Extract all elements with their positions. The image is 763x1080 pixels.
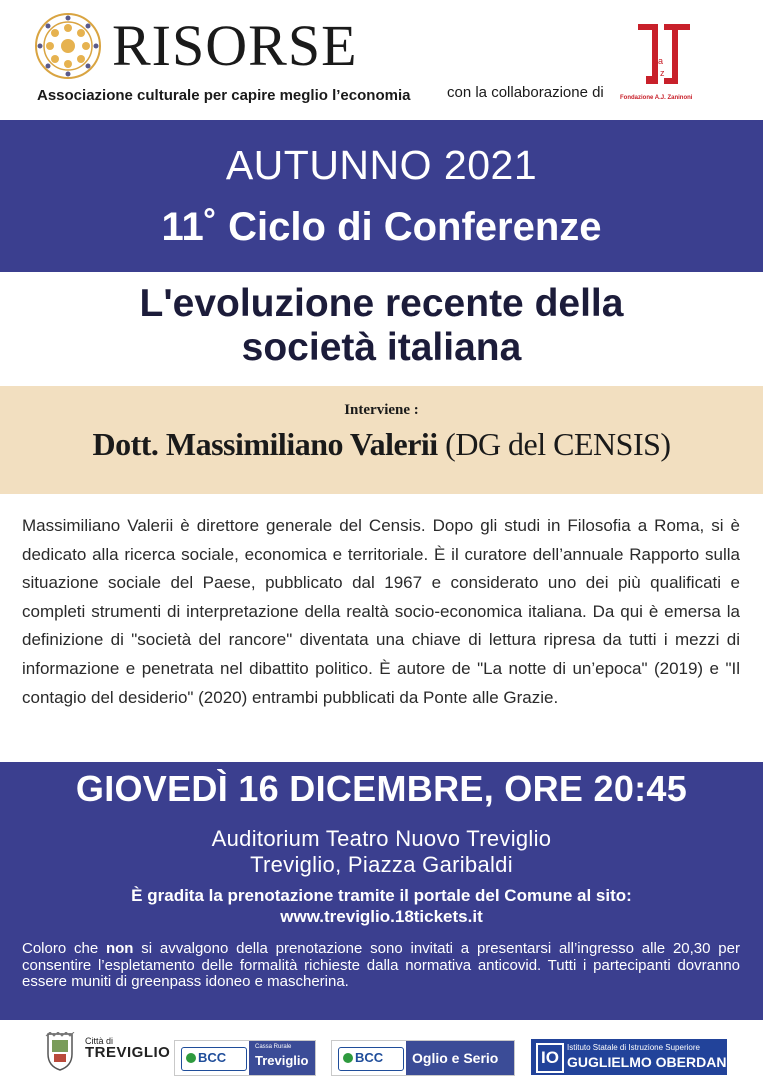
title-line-2: società italiana xyxy=(241,326,522,369)
speaker-line xyxy=(0,426,763,463)
treviglio-logo-text xyxy=(85,1036,171,1061)
oberdan-io-logo-icon: IO xyxy=(536,1043,564,1073)
notice-text-2: si avvalgono della prenotazione sono invitati a presentarsi all’ingresso alle 20,30 per consentire l’espletamento delle formalità richieste dalla normativa anticovid. Tutti i partecipanti dovranno essere muniti di greenpass idoneo e mascherina. xyxy=(22,940,740,990)
bcc-oglio-name: Oglio e Serio xyxy=(412,1050,499,1066)
bcc-treviglio-small: Cassa Rurale xyxy=(255,1044,292,1050)
event-date: GIOVEDÌ 16 DICEMBRE, ORE 20:45 xyxy=(75,768,688,809)
booking-url[interactable]: www.treviglio.18tickets.it xyxy=(280,907,483,926)
season-heading: AUTUNNO 2021 xyxy=(225,142,538,188)
notice-text-1: Coloro che xyxy=(22,940,106,957)
svg-text:a: a xyxy=(658,56,664,66)
speaker-role: (DG del CENSIS) xyxy=(445,426,671,462)
zaninoni-ajz-logo-icon xyxy=(636,18,692,90)
collaboration-text: con la collaborazione di xyxy=(447,84,604,101)
risorse-sun-logo-icon xyxy=(34,12,102,80)
cycle-heading: 11˚ Ciclo di Conferenze xyxy=(161,205,602,249)
speaker-name: Dott. Massimiliano Valerii xyxy=(92,426,438,462)
partner-name: Fondazione A.J. Zaninoni xyxy=(620,95,693,101)
treviglio-crest-icon xyxy=(42,1032,78,1072)
bcc-treviglio-name: Treviglio xyxy=(255,1053,309,1068)
brand-name: RISORSE xyxy=(112,13,358,78)
treviglio-big: TREVIGLIO xyxy=(85,1044,171,1061)
bcc-logo-icon: BCC xyxy=(338,1047,404,1071)
oberdan-line-1: Istituto Statale di Istruzione Superiore xyxy=(567,1043,700,1052)
oberdan-logo xyxy=(531,1039,727,1075)
speaker-label: Interviene : xyxy=(344,402,419,418)
bcc-logo-icon: BCC xyxy=(181,1047,247,1071)
bcc-oglio-serio-logo xyxy=(331,1040,515,1076)
bcc-treviglio-logo xyxy=(174,1040,316,1076)
oberdan-line-2: GUGLIELMO OBERDAN xyxy=(567,1054,727,1070)
venue-line-2: Treviglio, Piazza Garibaldi xyxy=(250,852,513,877)
title-line-1: L'evoluzione recente della xyxy=(139,282,624,325)
conference-title xyxy=(0,282,763,370)
bcc-treviglio-side xyxy=(249,1041,315,1075)
speaker-bio: Massimiliano Valerii è direttore generale del Censis. Dopo gli studi in Filosofia a Roma, si è dedicato alla ricerca sociale, economica e territoriale. È il curatore dell’annuale Rapporto sulla situazione sociale del Paese, pubblicato dal 1967 e considerato uno dei più qualificati e completi strumenti di interpretazione della realtà socio-economica italiana. Da qui è emersa la definizione di "società del rancore" diventata una chiave di lettura ripresa da tutti i mezzi di informazione e penetrata nel dibattito politico. È autore de "La notte di un’epoca" (2019) e "Il contagio del desiderio" (2020) entrambi pubblicati da Ponte alle Grazie. xyxy=(22,516,740,707)
brand-tagline: Associazione culturale per capire meglio l’economia xyxy=(37,87,411,104)
booking-info xyxy=(0,885,763,927)
treviglio-small: Città di xyxy=(85,1036,114,1046)
covid-notice xyxy=(22,941,740,991)
bcc-oglio-side xyxy=(406,1041,514,1075)
notice-bold: non xyxy=(105,940,134,957)
venue-line-1: Auditorium Teatro Nuovo Treviglio xyxy=(211,826,552,851)
svg-text:z: z xyxy=(660,68,665,78)
booking-text: È gradita la prenotazione tramite il portale del Comune al sito: xyxy=(131,886,632,905)
event-venue xyxy=(0,826,763,878)
